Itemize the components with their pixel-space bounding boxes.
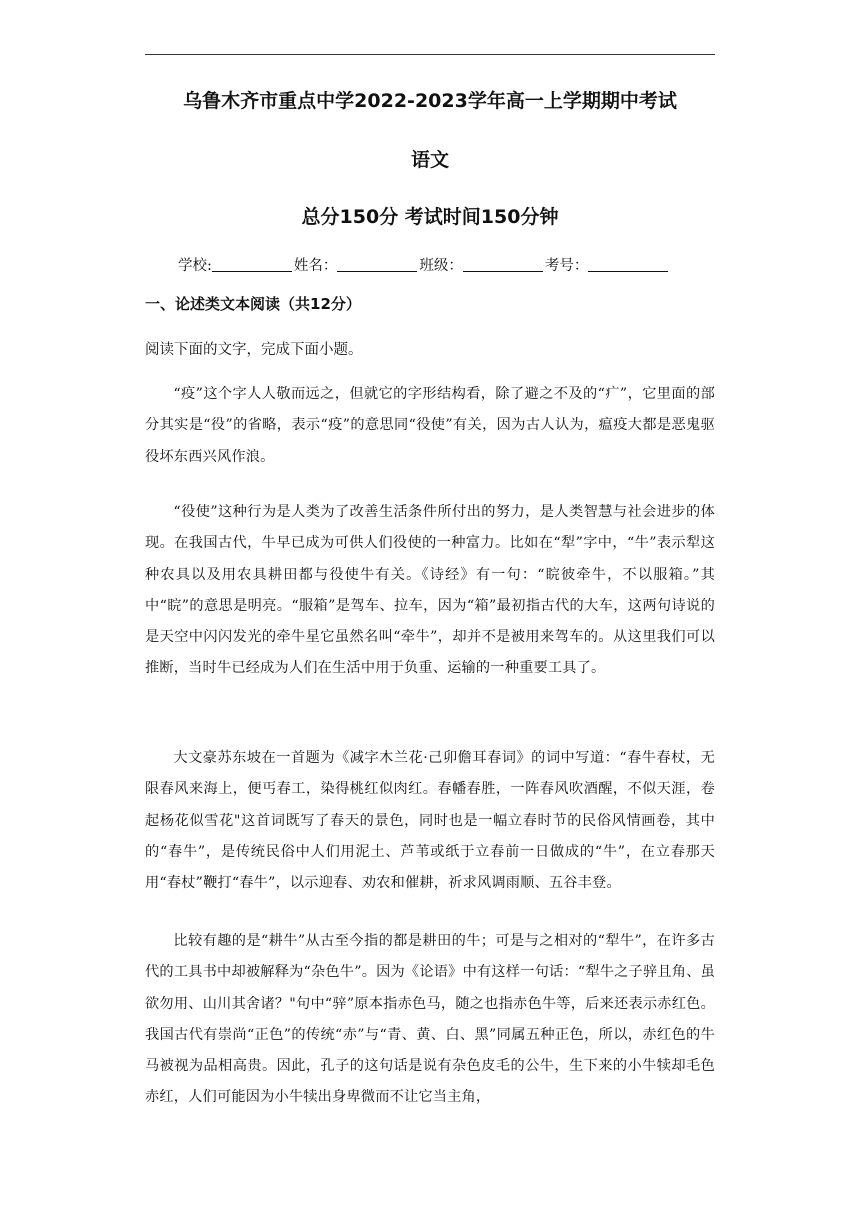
- exam-no-label: 考号：: [544, 258, 589, 274]
- paragraph-1: “疫”这个字人人敬而远之，但就它的字形结构看，除了避之不及的“疒”，它里面的部分其实是“役”的省略，表示“疫”的意思同“役使”有关，因为古人认为，瘟疫大都是恶鬼驱役坏东西兴风作浪。: [145, 386, 715, 465]
- exam-no-blank[interactable]: [588, 257, 668, 272]
- subject-title: 语文: [410, 149, 449, 171]
- student-info-line: [178, 254, 670, 275]
- reading-instruction: 阅读下面的文字，完成下面小题。: [145, 342, 363, 358]
- exam-title: 乌鲁木齐市重点中学2022-2023学年高一上学期期中考试: [183, 90, 677, 112]
- class-blank[interactable]: [463, 257, 543, 272]
- paragraph-3: 大文豪苏东坡在一首题为《减字木兰花·己卯儋耳春词》的词中写道：“春牛春杖，无限春风来海上，便丐春工，染得桃红似肉红。春幡春胜，一阵春风吹酒醒，不似天涯，卷起杨花似雪花"这首词既写了春天的景色，同时也是一幅立春时节的民俗风情画卷，其中的“春牛”，是传统民俗中人们用泥土、芦苇或纸于立春前一日做成的“牛”，在立春那天用“春杖”鞭打“春牛”，以示迎春、劝农和催耕，祈求风调雨顺、五谷丰登。: [145, 750, 715, 892]
- school-label: 学校:: [178, 258, 212, 274]
- name-label: 姓名：: [293, 258, 338, 274]
- class-label: 班级：: [419, 258, 463, 274]
- paragraph-4: 比较有趣的是“耕牛”从古至今指的都是耕田的牛；可是与之相对的“犁牛”，在许多古代的工具书中却被解释为“杂色牛”。因为《论语》中有这样一句话：“犁牛之子骍且角、虽欲勿用、山川其舍诸？"句中“骍”原本指赤色马，随之也指赤色牛等，后来还表示赤红色。我国古代有崇尚“正色”的传统“赤”与“青、黄、白、黑”同属五种正色，所以，赤红色的牛马被视为品相高贵。因此，孔子的这句话是说有杂色皮毛的公牛，生下来的小牛犊却毛色赤红，人们可能因为小牛犊出身卑微而不让它当主角，: [145, 933, 715, 1106]
- school-blank[interactable]: [212, 257, 292, 272]
- header-rule: [145, 54, 715, 55]
- name-blank[interactable]: [337, 257, 417, 272]
- paragraph-2: “役使”这种行为是人类为了改善生活条件所付出的努力，是人类智慧与社会进步的体现。在我国古代，牛早已成为可供人们役使的一种富力。比如在“犁”字中，“牛”表示犁这种农具以及用农具耕田都与役使牛有关。《诗经》有一句：“睆彼牵牛，不以服箱。”其中“睆”的意思是明亮。“服箱”是驾车、拉车，因为“箱”最初指古代的大车，这两句诗说的是天空中闪闪发光的牵牛星它虽然名叫“牵牛”，却并不是被用来驾车的。从这里我们可以推断，当时牛已经成为人们在生活中用于负重、运输的一种重要工具了。: [145, 504, 715, 677]
- score-time-line: 总分150分 考试时间150分钟: [301, 206, 559, 228]
- section-heading: 一、论述类文本阅读（共12分）: [145, 295, 361, 313]
